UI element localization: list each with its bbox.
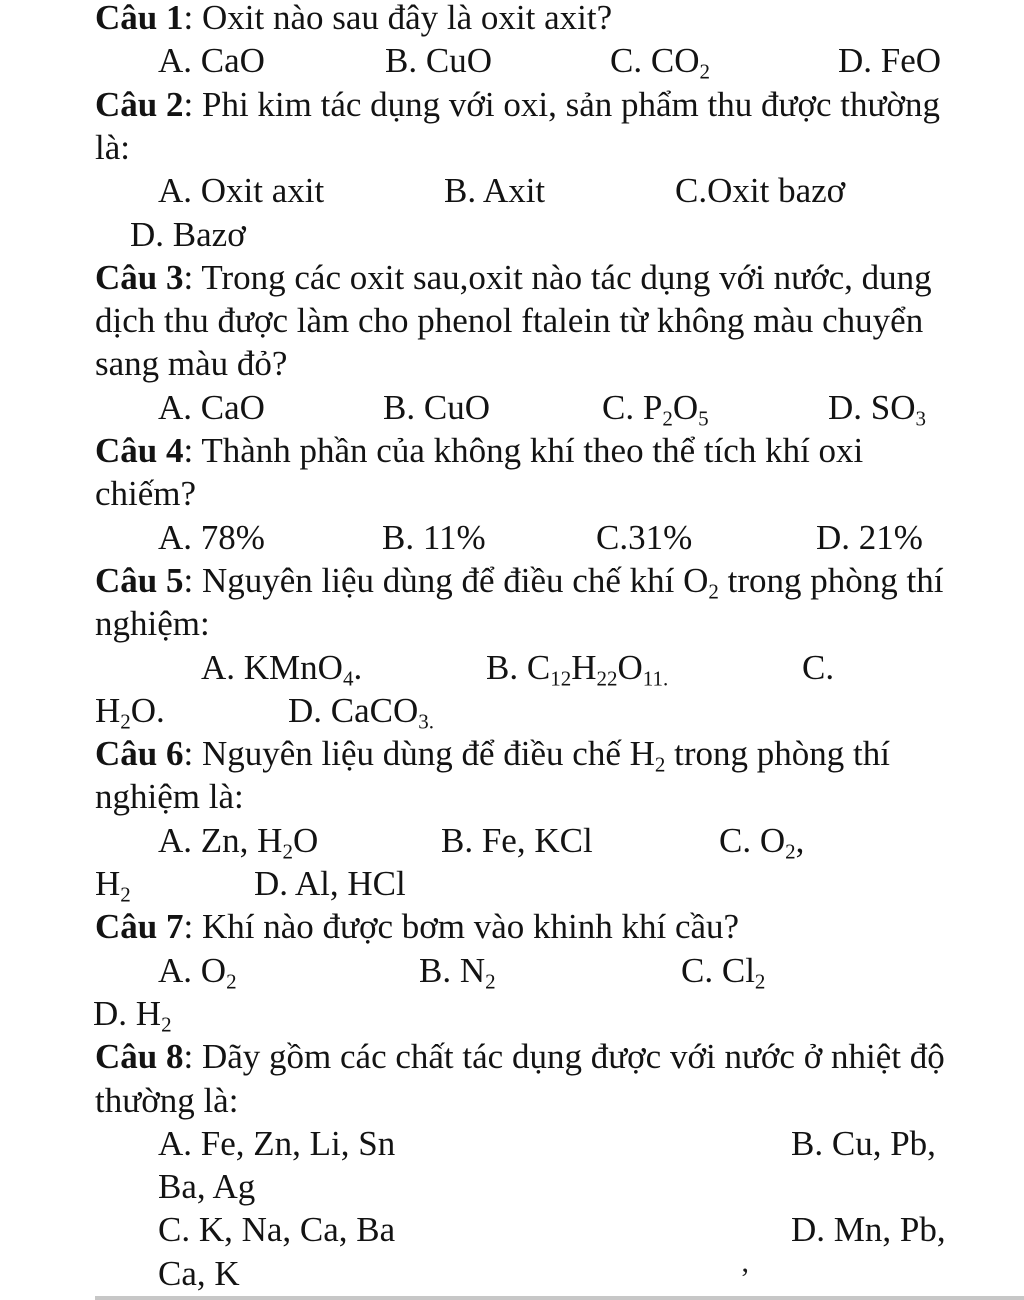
question-5-number: Câu 5: [95, 561, 184, 600]
question-3-number: Câu 3: [95, 258, 184, 297]
option-b: B. $C_{12}H_{22}O_{11.}$: [486, 648, 669, 691]
question-7-number: Câu 7: [95, 907, 184, 946]
option-d: D. CaCO$_{3.}$: [288, 691, 435, 734]
question-5-title-line: [95, 559, 1024, 602]
option-d-part-2: Ca, K: [158, 1254, 240, 1293]
question-5-prompt-line-2: nghiệm:: [95, 604, 210, 643]
question-3-options-row: [0, 386, 1024, 429]
option-c: C. $CO_2$: [610, 41, 710, 84]
option-b-part-2: Ba, Ag: [158, 1167, 256, 1206]
cutoff-tone-mark: ’: [740, 1262, 750, 1295]
question-6-prompt: : Nguyên liệu dùng để điều chế $H_2$ trong phòng thí: [183, 734, 890, 777]
option-d: D. Al, HCl: [254, 864, 406, 903]
option-a: A. $O_2$: [158, 951, 237, 994]
question-4-title-line: [95, 429, 1024, 472]
question-8-options-row-1: [0, 1122, 1024, 1165]
option-a: A. Fe, Zn, Li, Sn: [158, 1124, 396, 1163]
question-3-prompt-line-3: sang màu đỏ?: [95, 344, 288, 383]
question-6-prompt-line-2: nghiệm là:: [95, 777, 244, 816]
option-c: C. $Cl_2$: [681, 951, 766, 994]
cutoff-next-line-strip: [95, 1296, 1024, 1300]
option-c: C.Oxit bazơ: [675, 171, 846, 210]
question-5-options-row-1: [0, 646, 1024, 689]
question-8-prompt-line-2: thường là:: [95, 1081, 239, 1120]
question-2-prompt: : Phi kim tác dụng với oxi, sản phẩm thu được thường: [183, 85, 940, 124]
question-6-options-row-2: [0, 862, 1024, 905]
option-d: D. 21%: [816, 518, 923, 557]
question-5-options-row-2: [0, 689, 1024, 732]
option-c: C.31%: [596, 518, 693, 557]
option-b: B. CuO: [385, 41, 492, 80]
question-6-title-line: [95, 732, 1024, 775]
option-b: B. $N_2$: [419, 951, 496, 994]
option-a: A. CaO: [158, 388, 265, 427]
question-4-options-row: [0, 516, 1024, 559]
question-8-prompt: : Dãy gồm các chất tác dụng được với nước ở nhiệt độ: [183, 1037, 945, 1076]
question-2-number: Câu 2: [95, 85, 184, 124]
question-7-prompt: : Khí nào được bơm vào khinh khí cầu?: [183, 907, 740, 946]
question-3-prompt-line-2: dịch thu được làm cho phenol ftalein từ không màu chuyển: [95, 301, 924, 340]
option-a: A. 78%: [158, 518, 265, 557]
question-1-prompt: : Oxit nào sau đây là oxit axit?: [183, 0, 613, 37]
option-c-part-2: $H_2O$.: [95, 691, 165, 734]
option-d: D. $SO_3$: [828, 388, 927, 431]
question-3-title-line: [95, 256, 1024, 299]
option-c-part-2: $H_2$: [95, 864, 131, 907]
option-d: D. $H_2$: [93, 994, 172, 1037]
question-6-options-row-1: [0, 819, 1024, 862]
question-4-prompt-line-2: chiếm?: [95, 474, 197, 513]
question-7-title-line: [95, 905, 1024, 948]
question-5-prompt: : Nguyên liệu dùng để điều chế khí $O_2$ trong phòng thí: [183, 561, 944, 604]
question-2-title-line: [95, 83, 1024, 126]
option-b: B. CuO: [383, 388, 490, 427]
question-6-number: Câu 6: [95, 734, 184, 773]
question-2-options-row: [0, 169, 1024, 212]
option-d-part-1: D. Mn, Pb,: [791, 1210, 946, 1249]
option-c: C. K, Na, Ca, Ba: [158, 1210, 396, 1249]
option-c-part-1: C.: [802, 648, 835, 687]
option-b-part-1: B. Cu, Pb,: [791, 1124, 936, 1163]
question-4-prompt: : Thành phần của không khí theo thể tích khí oxi: [183, 431, 864, 470]
question-2-prompt-line-2: là:: [95, 128, 130, 167]
question-1-options-row: [0, 39, 1024, 82]
option-a: A. Zn, $H_2O$: [158, 821, 319, 864]
option-d: D. FeO: [838, 41, 942, 80]
option-b: B. 11%: [382, 518, 486, 557]
option-d: D. Bazơ: [130, 215, 246, 254]
option-c-part-1: C. $O_2$,: [719, 821, 805, 864]
question-1-number: Câu 1: [95, 0, 184, 37]
question-1-title-line: [95, 0, 1024, 39]
option-b: B. Fe, KCl: [441, 821, 593, 860]
option-a: A. CaO: [158, 41, 265, 80]
question-7-options-row: [0, 949, 1024, 992]
option-c: C. $P_2O_5$: [602, 388, 709, 431]
question-8-options-row-2: [0, 1208, 1024, 1251]
question-8-title-line: [95, 1035, 1024, 1078]
question-3-prompt: : Trong các oxit sau,oxit nào tác dụng với nước, dung: [183, 258, 932, 297]
option-a: A. KMnO$_4$.: [201, 648, 363, 691]
option-a: A. Oxit axit: [158, 171, 325, 210]
question-4-number: Câu 4: [95, 431, 184, 470]
option-b: B. Axit: [444, 171, 546, 210]
question-8-number: Câu 8: [95, 1037, 184, 1076]
